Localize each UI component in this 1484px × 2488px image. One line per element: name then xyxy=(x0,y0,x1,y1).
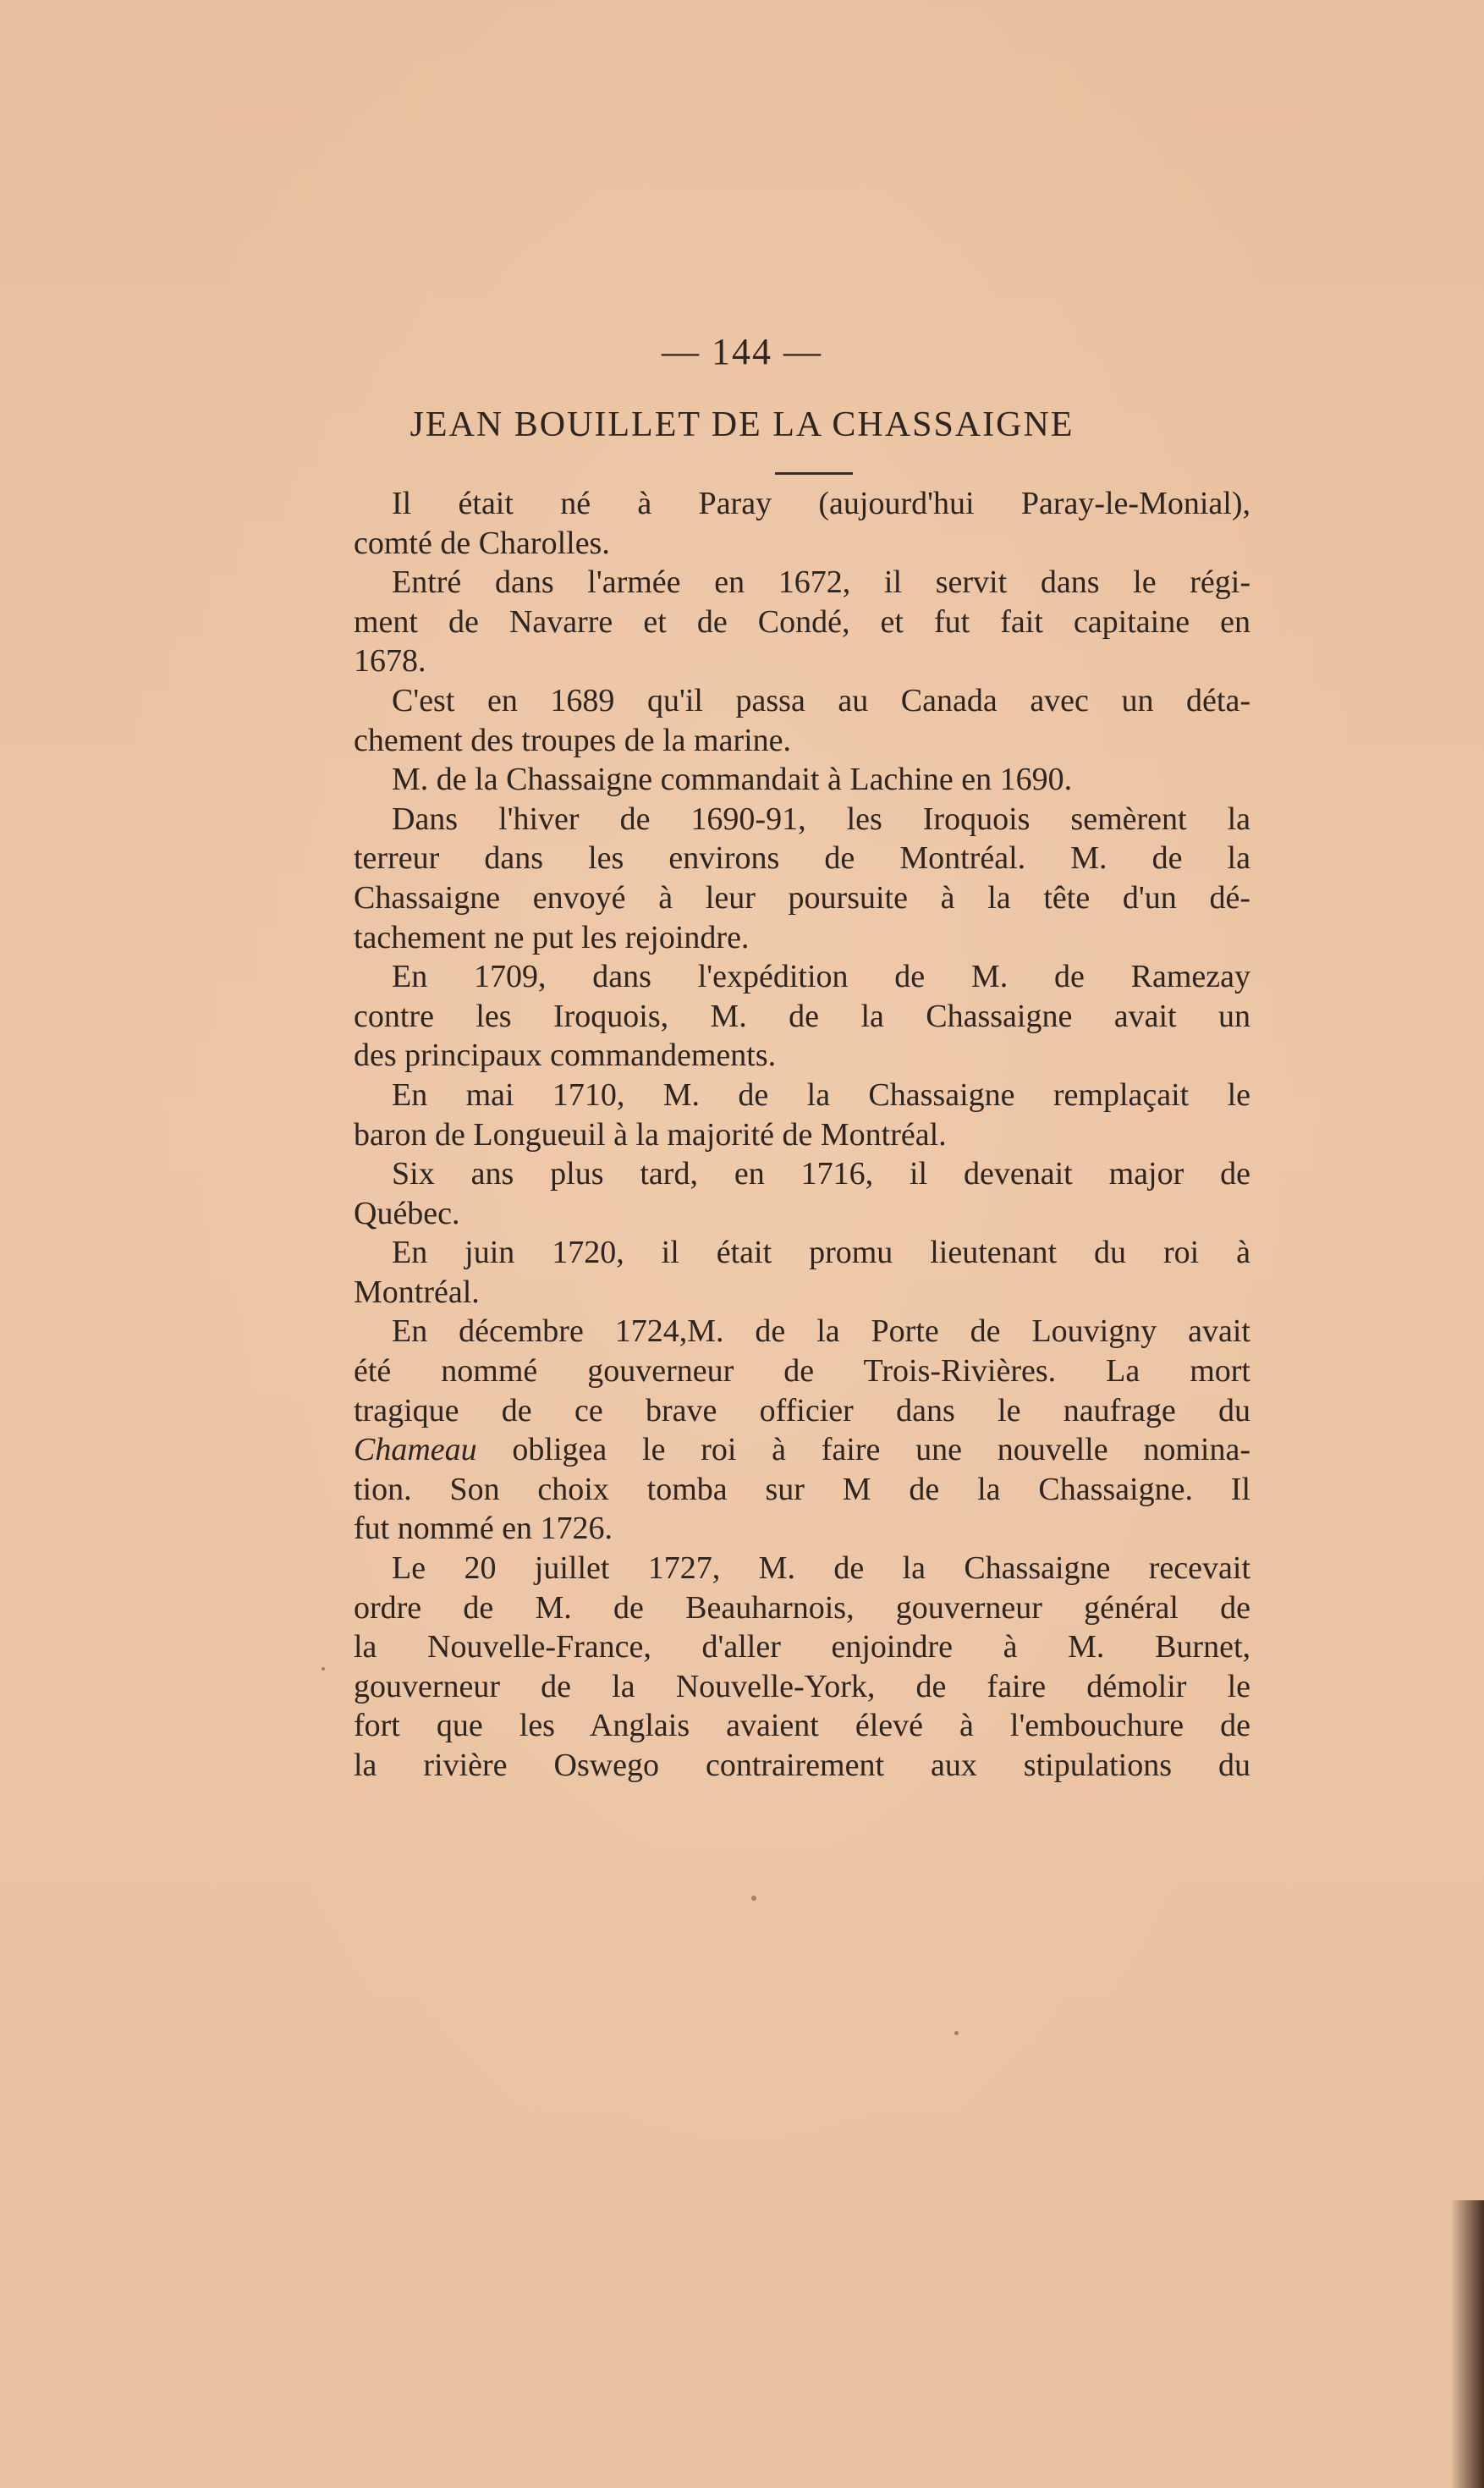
text-line: des principaux commandements. xyxy=(354,1038,777,1074)
text-line: comté de Charolles. xyxy=(354,525,610,561)
text-line: gouverneur de la Nouvelle-York, de faire démolir le xyxy=(354,1668,1250,1704)
text-line: tragique de ce brave officier dans le naufrage du xyxy=(354,1392,1250,1428)
text-line: fort que les Anglais avaient élevé à l'embouchure de xyxy=(354,1708,1250,1744)
text-line: Chassaigne envoyé à leur poursuite à la tête d'un dé- xyxy=(354,879,1250,916)
page-edge-shadow xyxy=(1450,2200,1484,2488)
text-line: Le 20 juillet 1727, M. de la Chassaigne recevait xyxy=(392,1550,1250,1587)
chapter-title: JEAN BOUILLET DE LA CHASSAIGNE xyxy=(409,405,1075,444)
text-line: En 1709, dans l'expédition de M. de Ramezay xyxy=(392,959,1250,995)
text-line: M. de la Chassaigne commandait à Lachine en 1690. xyxy=(392,762,1073,798)
body-text xyxy=(354,484,1250,1786)
page-number: — 144 — xyxy=(662,331,822,372)
text-line: Montréal. xyxy=(354,1274,480,1310)
text-line: En décembre 1724,M. de la Porte de Louvigny avait xyxy=(392,1313,1250,1350)
text-line: tion. Son choix tomba sur M de la Chassaigne. Il xyxy=(354,1471,1250,1507)
paper-speck xyxy=(751,1896,756,1901)
paper-speck xyxy=(954,2031,959,2035)
text-line: la rivière Oswego contrairement aux stipulations du xyxy=(354,1748,1250,1783)
text-line: la Nouvelle-France, d'aller enjoindre à M. Burnet, xyxy=(354,1629,1250,1665)
text-line: Dans l'hiver de 1690-91, les Iroquois semèrent la xyxy=(392,801,1250,837)
text-line: fut nommé en 1726. xyxy=(354,1511,613,1547)
text-line: été nommé gouverneur de Trois-Rivières. La mort xyxy=(354,1353,1250,1390)
text-line: Entré dans l'armée en 1672, il servit dans le régi- xyxy=(392,564,1250,601)
text-line: chement des troupes de la marine. xyxy=(354,722,792,758)
text-line: ment de Navarre et de Condé, et fut fait capitaine en xyxy=(354,603,1250,640)
text-line: Chameau obligea le roi à faire une nouvelle nomina- xyxy=(354,1432,1250,1468)
text-line: terreur dans les environs de Montréal. M. de la xyxy=(354,840,1250,877)
paper-speck xyxy=(322,1667,325,1671)
text-line: Six ans plus tard, en 1716, il devenait major de xyxy=(392,1156,1250,1192)
text-line: C'est en 1689 qu'il passa au Canada avec un déta- xyxy=(392,682,1250,718)
text-line: ordre de M. de Beauharnois, gouverneur général de xyxy=(354,1589,1250,1626)
text-line: En juin 1720, il était promu lieutenant du roi à xyxy=(392,1235,1250,1271)
title-rule xyxy=(775,472,853,475)
text-line: En mai 1710, M. de la Chassaigne remplaçait le xyxy=(392,1076,1250,1113)
text-line: Québec. xyxy=(354,1195,460,1231)
text-line: tachement ne put les rejoindre. xyxy=(354,919,750,955)
text-line: Il était né à Paray (aujourd'hui Paray-le-Monial), xyxy=(392,486,1250,521)
text-line: 1678. xyxy=(354,643,426,680)
text-line: baron de Longueuil à la majorité de Montréal. xyxy=(354,1116,947,1153)
text-line: contre les Iroquois, M. de la Chassaigne avait un xyxy=(354,998,1250,1034)
